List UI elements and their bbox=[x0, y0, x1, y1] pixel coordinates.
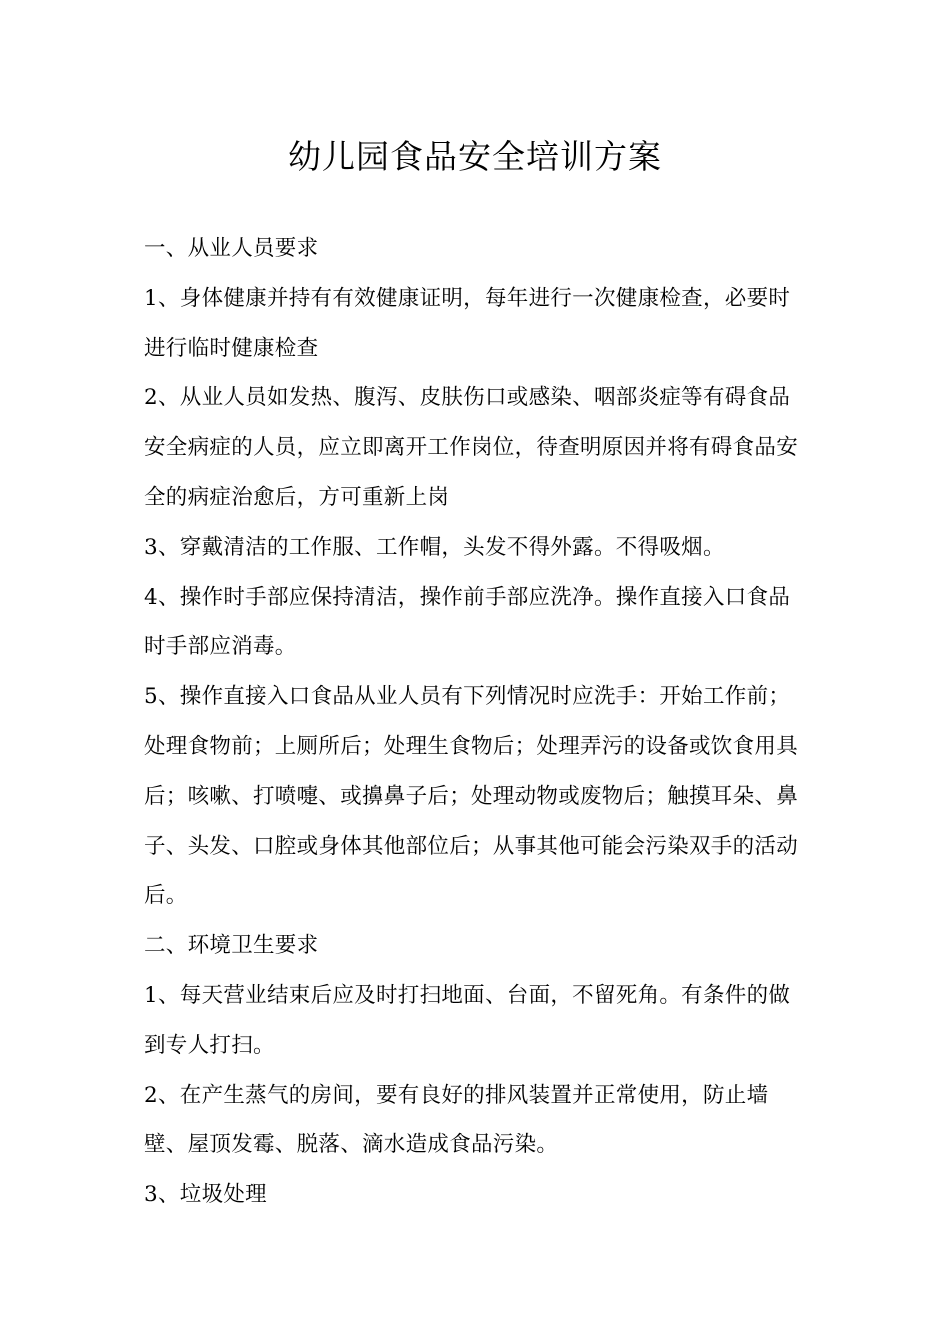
section-heading-staff-requirements: 一、从业人员要求 bbox=[144, 236, 319, 261]
paragraph-ventilation: 2、在产生蒸气的房间，要有良好的排风装置并正常使用，防止墙壁、屋顶发霉、脱落、滴水造成食品污染。 bbox=[144, 1082, 769, 1158]
paragraph-garbage-disposal: 3、垃圾处理 bbox=[144, 1182, 267, 1208]
paragraph-work-clothing: 3、穿戴清洁的工作服、工作帽，头发不得外露。不得吸烟。 bbox=[144, 534, 725, 560]
document-body bbox=[144, 224, 808, 1220]
paragraph-health-certificate: 1、身体健康并持有有效健康证明，每年进行一次健康检查，必要时进行临时健康检查 bbox=[144, 285, 791, 361]
paragraph-hand-hygiene: 4、操作时手部应保持清洁，操作前手部应洗净。操作直接入口食品时手部应消毒。 bbox=[144, 584, 791, 660]
section-heading-environment-requirements: 二、环境卫生要求 bbox=[144, 933, 319, 959]
paragraph-daily-cleaning: 1、每天营业结束后应及时打扫地面、台面，不留死角。有条件的做到专人打扫。 bbox=[144, 982, 791, 1058]
paragraph-handwashing-cases: 5、操作直接入口食品从业人员有下列情况时应洗手：开始工作前；处理食物前；上厕所后；处理生食物后；处理弄污的设备或饮食用具后；咳嗽、打喷嚏、或擤鼻子后；处理动物或废物后；触摸耳朵、鼻子、头发、口腔或身体其他部位后；从事其他可能会污染双手的活动后。 bbox=[144, 684, 799, 909]
paragraph-illness-leave: 2、从业人员如发热、腹泻、皮肤伤口或感染、咽部炎症等有碍食品安全病症的人员，应立即离开工作岗位，待查明原因并将有碍食品安全的病症治愈后，方可重新上岗 bbox=[144, 385, 799, 510]
document-title: 幼儿园食品安全培训方案 bbox=[288, 137, 662, 176]
